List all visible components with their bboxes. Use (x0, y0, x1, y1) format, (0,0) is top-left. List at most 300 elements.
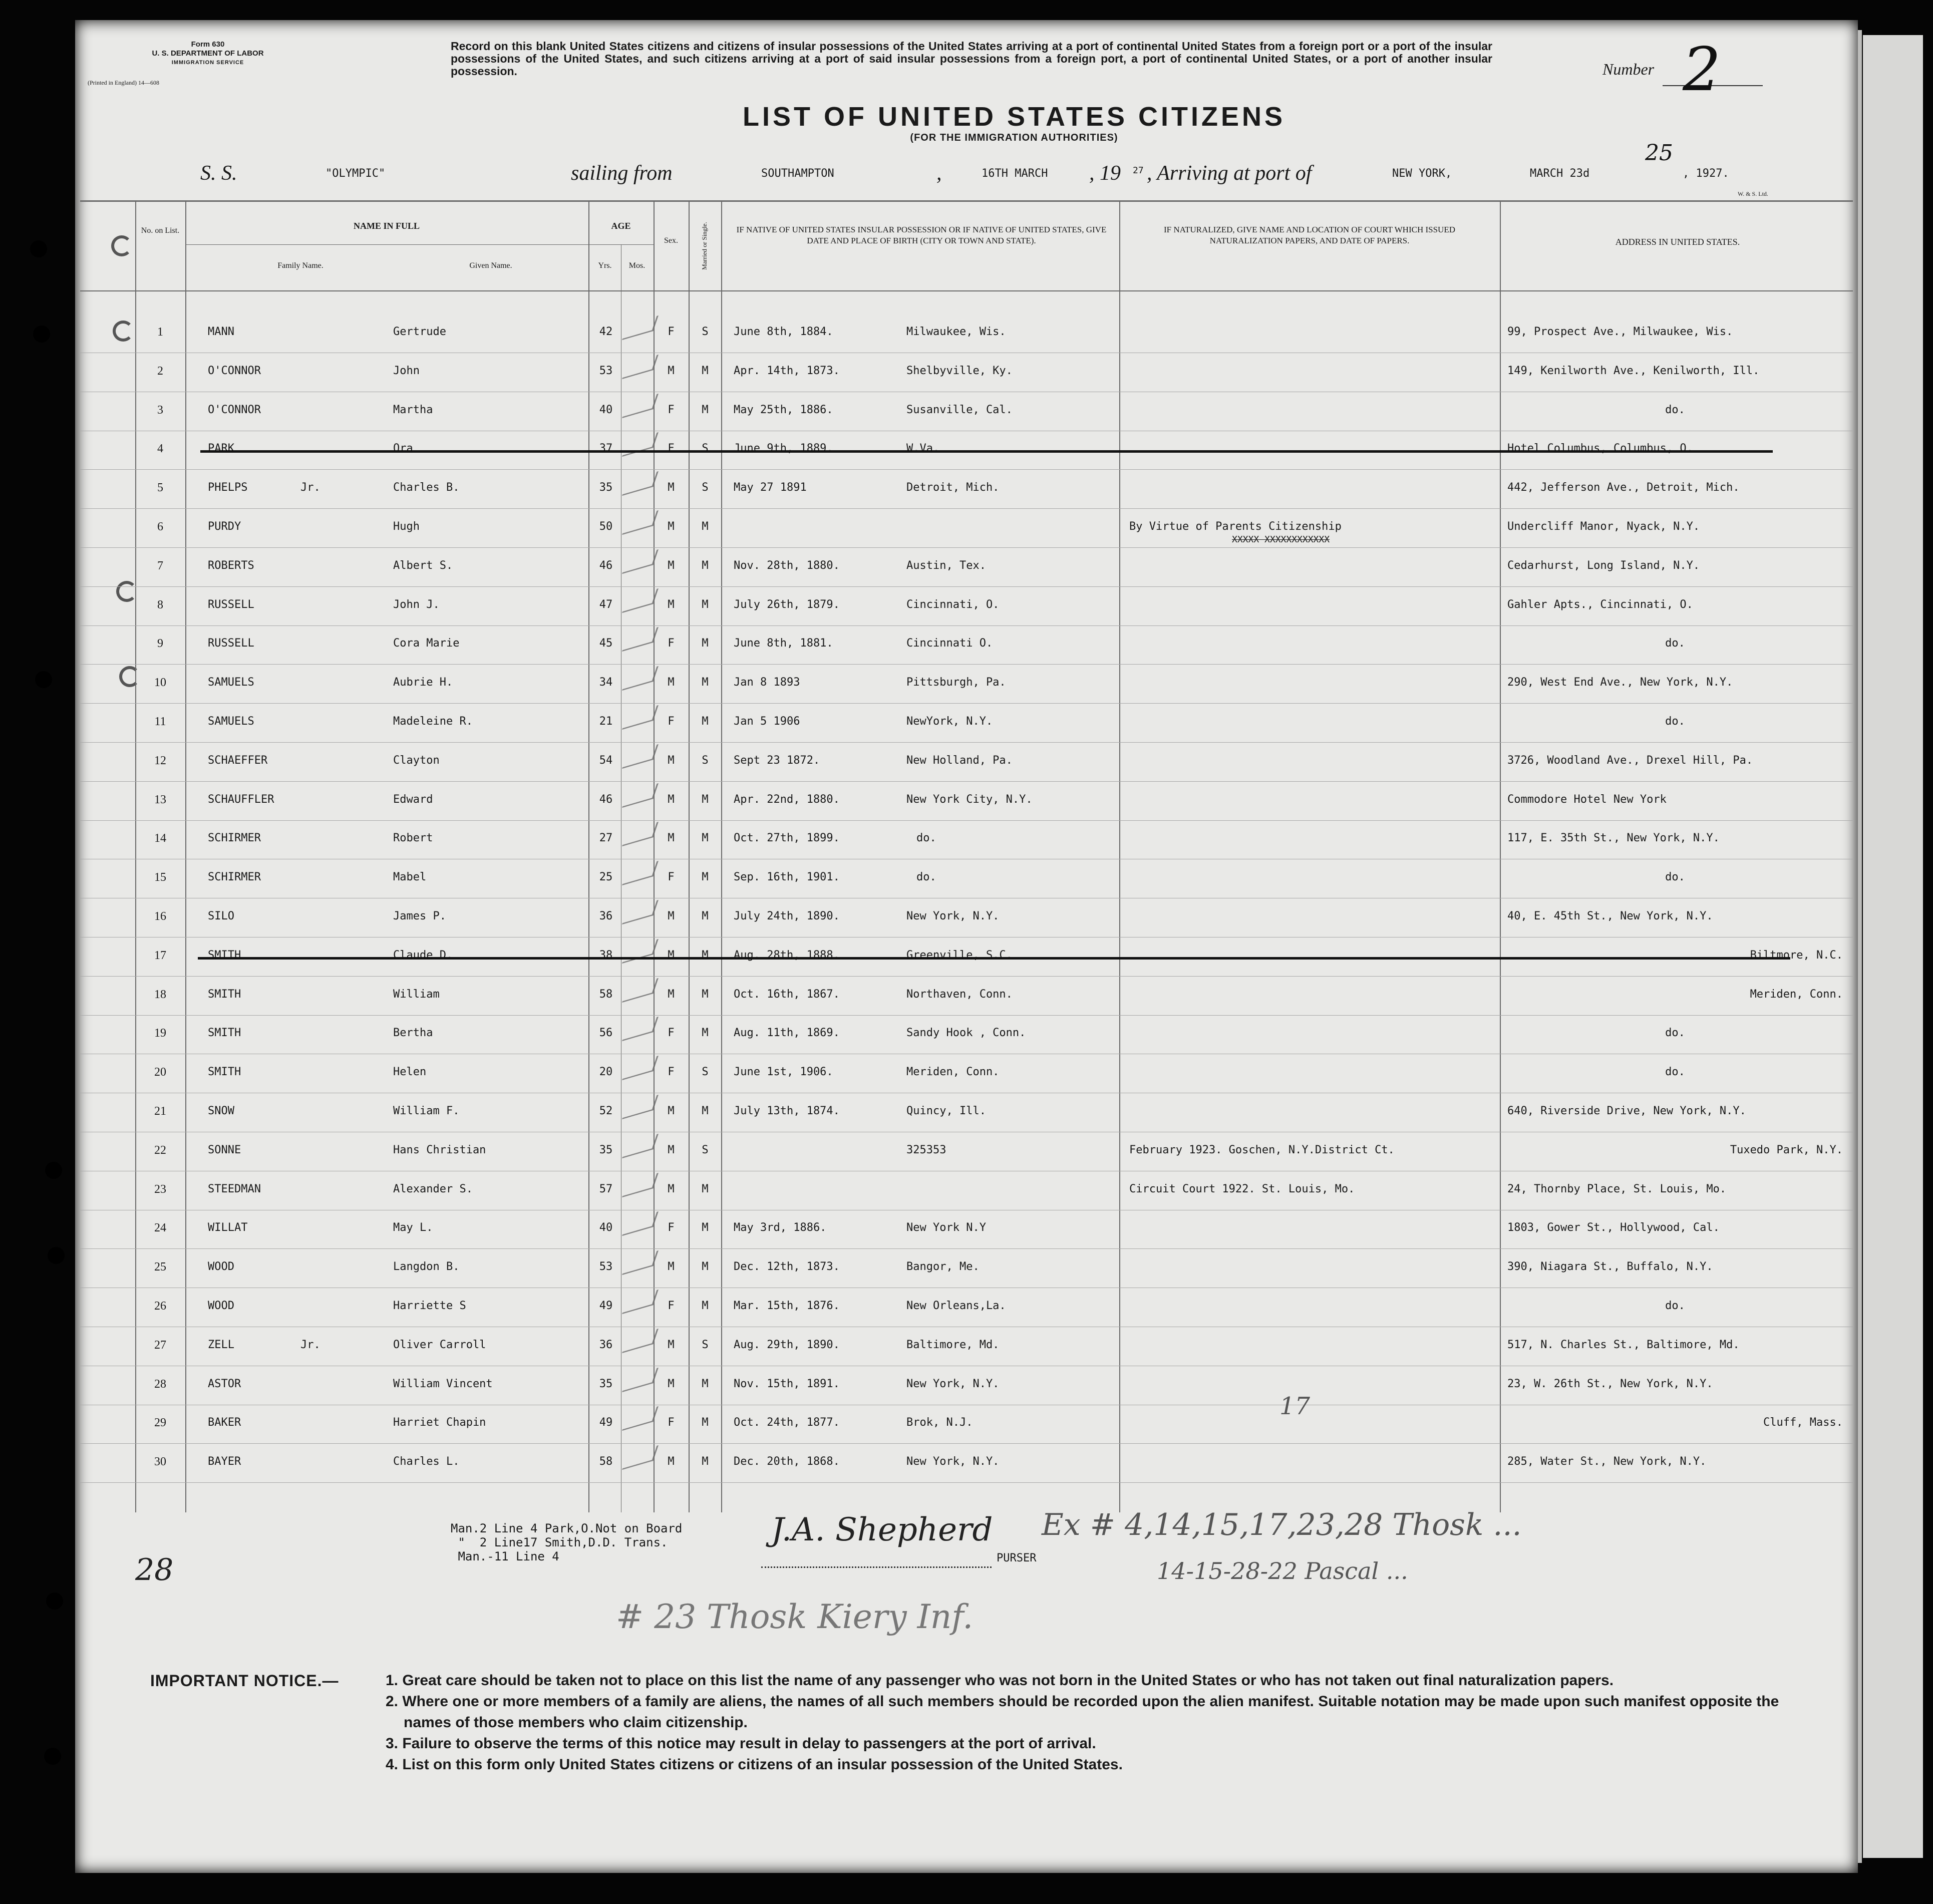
sex: F (668, 326, 675, 338)
marital-status: S (702, 754, 709, 767)
marital-status: M (702, 676, 709, 689)
col-header-naturalized: IF NATURALIZED, GIVE NAME AND LOCATION OF COURT WHICH ISSUED NATURALIZATION PAPERS, AND DATE OF PAPERS. (1163, 225, 1455, 245)
row-number: 5 (157, 481, 163, 495)
age-years: 40 (599, 403, 613, 416)
given-name: Oliver Carroll (393, 1338, 486, 1351)
arrival-date: MARCH 23d (1530, 167, 1590, 180)
sex: M (668, 910, 675, 922)
row-rule (80, 586, 1853, 587)
sex: F (668, 1066, 675, 1079)
age-years: 47 (599, 598, 613, 611)
given-name: Claude D. (393, 948, 453, 962)
address: 40, E. 45th St., New York, N.Y. (1507, 910, 1713, 922)
sex: M (668, 1338, 675, 1351)
sailing-port: SOUTHAMPTON (761, 167, 834, 180)
row-number: 4 (157, 442, 163, 456)
age-years: 35 (599, 481, 613, 494)
printer-mark: W. & S. Ltd. (1738, 190, 1768, 197)
margin-note: 28 (135, 1552, 174, 1588)
sex: M (668, 1182, 675, 1195)
col-header-family: Family Name. (277, 261, 324, 270)
row-number: 28 (154, 1377, 166, 1391)
birth-place: Meriden, Conn. (906, 1066, 1000, 1079)
address: Biltmore, N.C. (1750, 948, 1843, 962)
row-number: 19 (154, 1027, 166, 1040)
address: do. (1665, 871, 1685, 884)
given-name: Martha (393, 403, 433, 416)
manifest-notes: Man.2 Line 4 Park,O.Not on Board " 2 Line17 Smith,D.D. Trans. Man.-11 Line 4 (451, 1521, 683, 1563)
address: do. (1665, 637, 1685, 650)
notice-item: 3. Failure to observe the terms of this notice may result in delay to passengers at the port of arrival. (386, 1735, 1096, 1752)
family-name: RUSSELL (208, 637, 254, 650)
row-number: 10 (154, 676, 166, 690)
birth-place: 325353 (906, 1143, 946, 1156)
birth-date: May 25th, 1886. (734, 403, 833, 416)
given-name: Aubrie H. (393, 676, 453, 689)
age-years: 45 (599, 637, 613, 650)
birth-place: Brok, N.J. (906, 1416, 973, 1429)
given-name: Alexander S. (393, 1182, 473, 1195)
col-divider (185, 200, 186, 1512)
age-years: 53 (599, 364, 613, 377)
family-name: O'CONNOR (208, 403, 261, 416)
row-number: 17 (154, 948, 166, 962)
exclusion-note: Ex # 4,14,15,17,23,28 Thosk ... (1042, 1507, 1522, 1542)
birth-place: Bangor, Me. (906, 1260, 980, 1274)
row-number: 12 (154, 754, 166, 767)
marital-status: M (702, 598, 709, 611)
row-number: 9 (157, 637, 163, 651)
birth-place: Milwaukee, Wis. (906, 326, 1006, 338)
age-years: 27 (599, 832, 613, 845)
address: Hotel Columbus, Columbus, O. (1507, 442, 1693, 455)
arriving-label: , Arriving at port of (1147, 162, 1312, 185)
given-name: John J. (393, 598, 440, 611)
marital-status: M (702, 793, 709, 806)
list-number: 2 (1683, 35, 1721, 105)
row-number: 24 (154, 1221, 166, 1235)
age-years: 34 (599, 676, 613, 689)
row-rule (80, 1015, 1853, 1016)
row-rule (80, 547, 1853, 548)
birth-place: Northaven, Conn. (906, 988, 1013, 1001)
row-number: 11 (154, 715, 166, 728)
row-number: 27 (154, 1338, 166, 1352)
family-name: PURDY (208, 520, 241, 533)
address: 442, Jefferson Ave., Detroit, Mich. (1507, 481, 1740, 494)
col-divider (1119, 200, 1120, 1512)
given-name: Hans Christian (393, 1143, 486, 1156)
birth-place: do. (916, 871, 936, 884)
address: Undercliff Manor, Nyack, N.Y. (1507, 520, 1700, 533)
age-years: 40 (599, 1221, 613, 1234)
family-name: SAMUELS (208, 676, 254, 689)
marital-status: M (702, 1300, 709, 1312)
col-header-sex: Sex. (664, 236, 678, 245)
marital-status: M (702, 1182, 709, 1195)
family-name: SCHIRMER (208, 871, 261, 884)
page-edge-strip (1863, 35, 1923, 1858)
sex: M (668, 1143, 675, 1156)
birth-date: Aug. 29th, 1890. (734, 1338, 840, 1351)
age-years: 54 (599, 754, 613, 767)
address: 517, N. Charles St., Baltimore, Md. (1507, 1338, 1740, 1351)
address: 24, Thornby Place, St. Louis, Mo. (1507, 1182, 1727, 1195)
age-years: 21 (599, 715, 613, 728)
family-name: SONNE (208, 1143, 241, 1156)
birth-place: New York City, N.Y. (906, 793, 1033, 806)
family-name: WOOD (208, 1300, 234, 1312)
family-name: BAKER (208, 1416, 241, 1429)
row-number: 21 (154, 1105, 166, 1118)
address: 1803, Gower St., Hollywood, Cal. (1507, 1221, 1720, 1234)
row-number: 25 (154, 1260, 166, 1274)
address: Gahler Apts., Cincinnati, O. (1507, 598, 1693, 611)
family-name: ZELL (208, 1338, 234, 1351)
col-header-birth: IF NATIVE OF UNITED STATES INSULAR POSSESSION OR IF NATIVE OF UNITED STATES, GIVE DATE AND PLACE OF BIRTH (CITY OR TOWN AND STATE). (736, 225, 1107, 245)
birth-date: June 8th, 1881. (734, 637, 833, 650)
family-name: SMITH (208, 1027, 241, 1040)
marital-status: M (702, 559, 709, 572)
birth-place: Susanville, Cal. (906, 403, 1013, 416)
marital-status: M (702, 1455, 709, 1468)
marital-status: S (702, 1066, 709, 1079)
given-name: Harriette S (393, 1300, 466, 1312)
row-rule (80, 469, 1853, 470)
col-header-months: Mos. (628, 261, 646, 270)
row-number: 1 (157, 326, 163, 339)
age-years: 35 (599, 1143, 613, 1156)
sex: F (668, 1416, 675, 1429)
col-divider (588, 200, 589, 1512)
marital-status: M (702, 832, 709, 845)
family-name: SCHAUFFLER (208, 793, 274, 806)
row-number: 30 (154, 1455, 166, 1469)
given-name: Mabel (393, 871, 427, 884)
ss-label: S. S. (200, 162, 237, 185)
form-number: Form 630 (191, 40, 225, 49)
birth-place: New York, N.Y. (906, 1455, 1000, 1468)
infirmary-note: # 23 Thosk Kiery Inf. (616, 1598, 974, 1636)
purser-label: PURSER (997, 1552, 1037, 1564)
sex: F (668, 1300, 675, 1312)
notice-item: 2. Where one or more members of a family are aliens, the names of all such members should be recorded upon the alien manifest. Suitable notation may be made upon such manifest opposite the names of those members who claim citizenship. (386, 1693, 1779, 1731)
row-rule (80, 742, 1853, 743)
age-years: 53 (599, 1260, 613, 1274)
page-subtitle: (FOR THE IMMIGRATION AUTHORITIES) (910, 132, 1118, 143)
family-name: SNOW (208, 1105, 234, 1117)
col-header-address: ADDRESS IN UNITED STATES. (1615, 237, 1740, 247)
sex: M (668, 481, 675, 494)
family-name: SMITH (208, 948, 241, 962)
given-name: Robert (393, 832, 433, 845)
printed-note: (Printed in England) 14—608 (88, 79, 159, 86)
sex: M (668, 559, 675, 572)
age-years: 35 (599, 1377, 613, 1390)
naturalization-court: Circuit Court 1922. St. Louis, Mo. (1129, 1182, 1355, 1195)
birth-place: Pittsburgh, Pa. (906, 676, 1006, 689)
birth-date: Oct. 24th, 1877. (734, 1416, 840, 1429)
marital-status: M (702, 988, 709, 1001)
age-years: 50 (599, 520, 613, 533)
birth-place: Baltimore, Md. (906, 1338, 1000, 1351)
age-years: 20 (599, 1066, 613, 1079)
exclusion-note-2: 14-15-28-22 Pascal ... (1157, 1557, 1408, 1584)
birth-date: Mar. 15th, 1876. (734, 1300, 840, 1312)
header-bottom-border (80, 290, 1853, 291)
marital-status: S (702, 1143, 709, 1156)
address: 640, Riverside Drive, New York, N.Y. (1507, 1105, 1746, 1117)
row-number: 2 (157, 364, 163, 378)
row-rule (80, 703, 1853, 704)
row-rule (80, 781, 1853, 782)
notice-item: 4. List on this form only United States citizens or citizens of an insular possession of the United States. (386, 1756, 1123, 1773)
marital-status: S (702, 326, 709, 338)
birth-place: Detroit, Mich. (906, 481, 1000, 494)
birth-date: Apr. 22nd, 1880. (734, 793, 840, 806)
naturalization-court-struck: XXXXX XXXXXXXXXXXX (1232, 534, 1330, 545)
age-years: 52 (599, 1105, 613, 1117)
col-header-no: No. on List. (141, 226, 180, 235)
strike-through (198, 957, 1790, 960)
row-number: 7 (157, 559, 163, 572)
sex: M (668, 1105, 675, 1117)
given-name: William F. (393, 1105, 460, 1117)
address: 285, Water St., New York, N.Y. (1507, 1455, 1707, 1468)
row-number: 15 (154, 871, 166, 884)
arrival-year: , 1927. (1683, 167, 1729, 180)
birth-date: Nov. 28th, 1880. (734, 559, 840, 572)
row-rule (80, 1443, 1853, 1444)
row-number: 14 (154, 832, 166, 845)
sex: M (668, 832, 675, 845)
family-name: RUSSELL (208, 598, 254, 611)
purser-signature: J.A. Shepherd (771, 1511, 993, 1548)
ship-name: "OLYMPIC" (326, 167, 386, 180)
row-rule (80, 508, 1853, 509)
notice-items (386, 1670, 1818, 1775)
sex: F (668, 1221, 675, 1234)
sex: M (668, 1377, 675, 1390)
address: Meriden, Conn. (1750, 988, 1843, 1001)
given-name: May L. (393, 1221, 433, 1234)
family-name: WILLAT (208, 1221, 248, 1234)
birth-date: June 8th, 1884. (734, 326, 833, 338)
comma-mark: , (936, 162, 942, 185)
age-years: 57 (599, 1182, 613, 1195)
birth-place: NewYork, N.Y. (906, 715, 993, 728)
binder-hole (44, 1748, 61, 1765)
age-years: 42 (599, 326, 613, 338)
age-years: 46 (599, 793, 613, 806)
marital-status: M (702, 364, 709, 377)
address: do. (1665, 403, 1685, 416)
birth-place: New York N.Y (906, 1221, 986, 1234)
family-name: STEEDMAN (208, 1182, 261, 1195)
family-name: SCHAEFFER (208, 754, 268, 767)
arrival-port: NEW YORK, (1392, 167, 1452, 180)
row-number: 6 (157, 520, 163, 533)
row-number: 26 (154, 1300, 166, 1313)
col-header-married: Married or Single. (701, 222, 708, 270)
address: Cedarhurst, Long Island, N.Y. (1507, 559, 1700, 572)
address: do. (1665, 1066, 1685, 1079)
family-name: O'CONNOR (208, 364, 261, 377)
binder-hole (46, 1593, 63, 1610)
page-title: LIST OF UNITED STATES CITIZENS (743, 102, 1285, 132)
binder-hole (33, 326, 50, 343)
given-name: Langdon B. (393, 1260, 460, 1274)
name-suffix: Jr. (300, 1338, 320, 1351)
row-rule (80, 625, 1853, 626)
marital-status: M (702, 1027, 709, 1040)
notice-item: 1. Great care should be taken not to place on this list the name of any passenger who was not born in the United States or who has not taken out final naturalization papers. (386, 1672, 1614, 1689)
family-name: BAYER (208, 1455, 241, 1468)
birth-date: Aug. 28th, 1888. (734, 948, 840, 962)
sex: F (668, 871, 675, 884)
strike-through (200, 450, 1773, 453)
age-years: 56 (599, 1027, 613, 1040)
marital-status: M (702, 403, 709, 416)
address: 390, Niagara St., Buffalo, N.Y. (1507, 1260, 1713, 1274)
row-rule (80, 820, 1853, 821)
address: 117, E. 35th St., New York, N.Y. (1507, 832, 1720, 845)
manifest-sheet (75, 20, 1858, 1873)
year-prefix: , 19 (1089, 162, 1121, 185)
family-name: ASTOR (208, 1377, 241, 1390)
sailing-label: sailing from (571, 162, 673, 185)
sex: M (668, 988, 675, 1001)
birth-date: Aug. 11th, 1869. (734, 1027, 840, 1040)
family-name: MANN (208, 326, 234, 338)
row-number: 20 (154, 1066, 166, 1079)
punched-hole (116, 581, 137, 602)
row-rule (80, 976, 1853, 977)
col-header-given: Given Name. (469, 261, 512, 270)
marital-status: M (702, 871, 709, 884)
col-header-years: Yrs. (598, 261, 612, 270)
given-name: William Vincent (393, 1377, 493, 1390)
age-years: 46 (599, 559, 613, 572)
address: Cluff, Mass. (1763, 1416, 1843, 1429)
sex: F (668, 715, 675, 728)
sex: F (668, 1027, 675, 1040)
marital-status: S (702, 1338, 709, 1351)
row-number: 22 (154, 1143, 166, 1157)
marital-status: M (702, 1260, 709, 1274)
address: do. (1665, 1027, 1685, 1040)
binder-hole (35, 671, 52, 688)
marital-status: S (702, 481, 709, 494)
sex: F (668, 442, 675, 455)
birth-place: W.Va. (906, 442, 940, 455)
department-name: U. S. DEPARTMENT OF LABOR (152, 49, 264, 58)
given-name: Gertrude (393, 326, 446, 338)
family-name: PHELPS (208, 481, 248, 494)
marital-status: M (702, 1416, 709, 1429)
sailing-date: 16TH MARCH (982, 167, 1048, 180)
birth-date: Jan 5 1906 (734, 715, 800, 728)
birth-place: New York, N.Y. (906, 910, 1000, 922)
col-header-name: NAME IN FULL (353, 221, 420, 231)
birth-date: July 13th, 1874. (734, 1105, 840, 1117)
given-name: Albert S. (393, 559, 453, 572)
row-rule (80, 1482, 1853, 1483)
age-years: 38 (599, 948, 613, 962)
address: do. (1665, 1300, 1685, 1312)
given-name: Helen (393, 1066, 427, 1079)
service-name: IMMIGRATION SERVICE (171, 60, 244, 66)
binder-hole (30, 240, 47, 257)
sex: M (668, 676, 675, 689)
family-name: SCHIRMER (208, 832, 261, 845)
age-years: 58 (599, 1455, 613, 1468)
sex: M (668, 364, 675, 377)
family-name: WOOD (208, 1260, 234, 1274)
given-name: Charles L. (393, 1455, 460, 1468)
notice-label: IMPORTANT NOTICE.— (150, 1672, 339, 1690)
marital-status: M (702, 520, 709, 533)
birth-place: Austin, Tex. (906, 559, 986, 572)
age-years: 36 (599, 910, 613, 922)
birth-place: New Orleans,La. (906, 1300, 1006, 1312)
given-name: Cora Marie (393, 637, 460, 650)
binder-hole (48, 1247, 65, 1264)
address: Tuxedo Park, N.Y. (1730, 1143, 1843, 1156)
age-years: 36 (599, 1338, 613, 1351)
naturalization-court: By Virtue of Parents Citizenship (1129, 520, 1342, 533)
birth-date: Jan 8 1893 (734, 676, 800, 689)
punched-hole (119, 666, 140, 687)
arrival-date-correction: 25 (1645, 140, 1673, 166)
purser-signature-line (761, 1566, 992, 1568)
birth-place: New York, N.Y. (906, 1377, 1000, 1390)
binder-hole (45, 1162, 62, 1179)
sex: M (668, 793, 675, 806)
birth-date: Nov. 15th, 1891. (734, 1377, 840, 1390)
address: 149, Kenilworth Ave., Kenilworth, Ill. (1507, 364, 1760, 377)
sex: F (668, 637, 675, 650)
given-name: Charles B. (393, 481, 460, 494)
sex: M (668, 1455, 675, 1468)
family-name: SMITH (208, 1066, 241, 1079)
family-name: PARK (208, 442, 234, 455)
given-name: William (393, 988, 440, 1001)
birth-date: Oct. 27th, 1899. (734, 832, 840, 845)
row-number: 3 (157, 403, 163, 417)
address: Commodore Hotel New York (1507, 793, 1667, 806)
name-subheader-rule (185, 244, 588, 245)
birth-date: June 9th, 1889. (734, 442, 833, 455)
family-name: ROBERTS (208, 559, 254, 572)
row-number: 13 (154, 793, 166, 806)
col-divider (689, 200, 690, 1512)
marital-status: M (702, 1221, 709, 1234)
address: 99, Prospect Ave., Milwaukee, Wis. (1507, 326, 1733, 338)
punched-hole (111, 235, 132, 256)
age-years: 58 (599, 988, 613, 1001)
punched-hole (113, 321, 134, 342)
marital-status: M (702, 715, 709, 728)
birth-place: New Holland, Pa. (906, 754, 1013, 767)
col-divider (135, 200, 136, 1512)
given-name: John (393, 364, 420, 377)
sex: M (668, 754, 675, 767)
col-header-age: AGE (611, 221, 631, 231)
address: 290, West End Ave., New York, N.Y. (1507, 676, 1733, 689)
row-number: 8 (157, 598, 163, 611)
given-name: James P. (393, 910, 446, 922)
